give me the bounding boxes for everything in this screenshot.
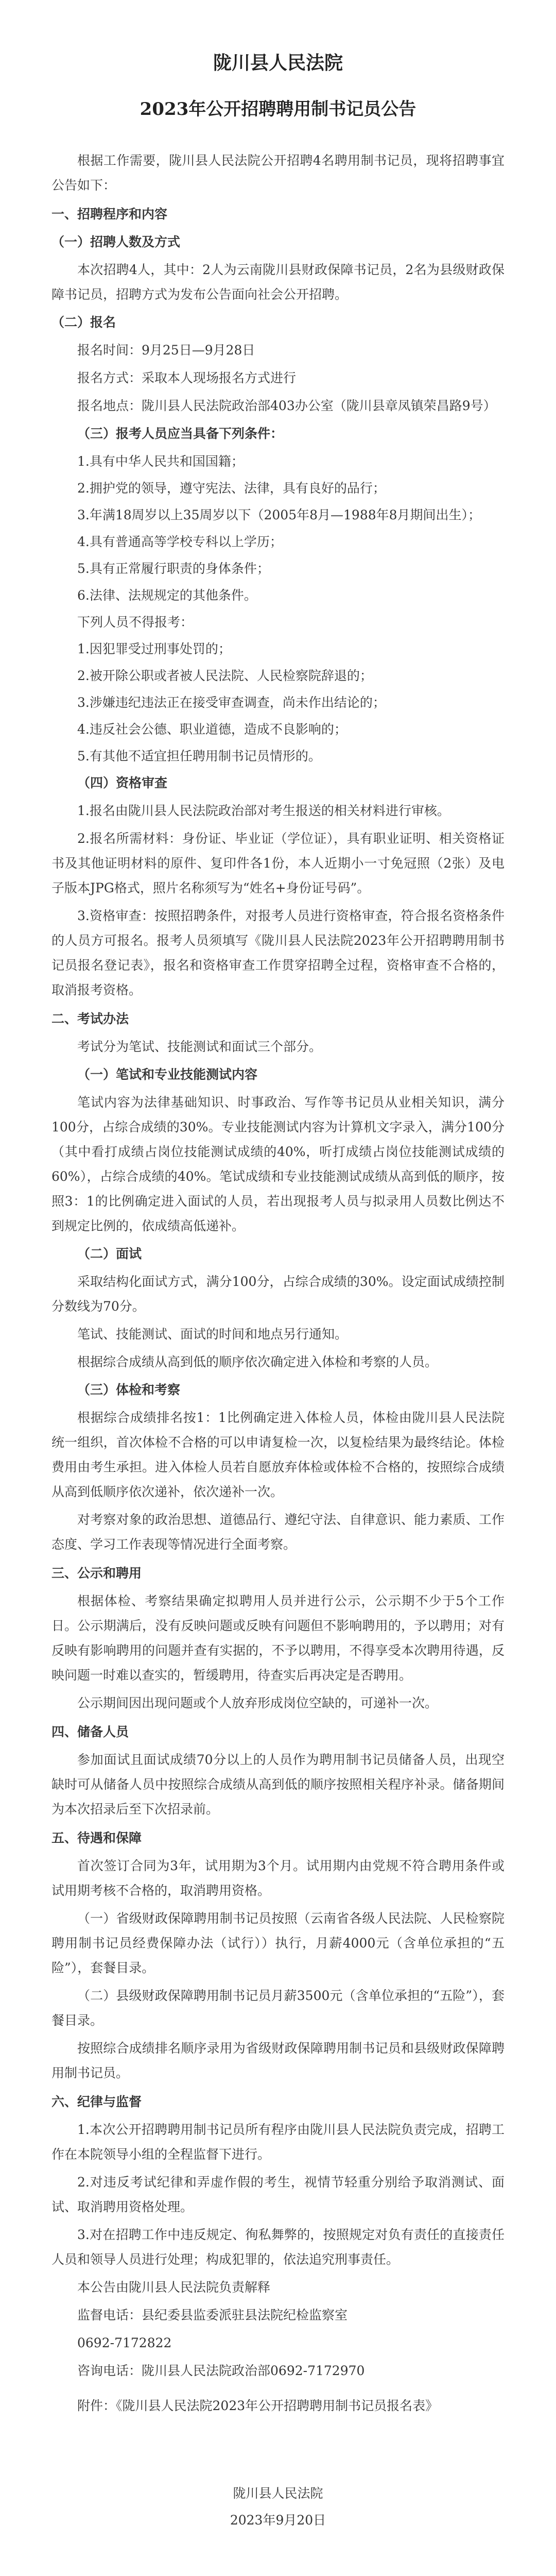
supervision-phone-label: 监督电话：县纪委县监委派驻县法院纪检监察室 [77, 2308, 348, 2323]
review-paragraph: 1.报名由陇川县人民法院政治部对考生报送的相关材料进行审核。 [77, 803, 450, 818]
condition-item: 2.拥护党的领导，遵守宪法、法律，具有良好的品行； [77, 481, 386, 496]
interpretation-note: 本公告由陇川县人民法院负责解释 [77, 2280, 271, 2295]
salary-paragraph: 首次签订合同为3年，试用期为3个月。试用期内由党规不符合聘用条件或试用期考核不合格的，取消聘用资格。 [51, 1858, 505, 1898]
section-2-heading: 二、考试办法 [51, 1011, 129, 1026]
section-5-heading: 五、待遇和保障 [51, 1831, 142, 1845]
interview-paragraph: 根据综合成绩从高到低的顺序依次确定进入体检和考察的人员。 [77, 1354, 438, 1369]
publicity-paragraph: 根据体检、考察结果确定拟聘用人员并进行公示，公示期不少于5个工作日。公示期满后，没有反映问题或反映有问题但不影响聘用的，予以聘用；对有反映有影响聘用的问题并查有实据的，不予以聘用，不得享受本次聘用待遇，反映问题一时难以查实的，暂缓聘用，待查实后再决定是否聘用。 [51, 1594, 505, 1683]
intro-paragraph: 根据工作需要，陇川县人民法院公开招聘4名聘用制书记员，现将招聘事宜公告如下： [51, 153, 505, 193]
signup-time: 报名时间：9月25日—9月28日 [77, 343, 255, 358]
discipline-paragraph: 3.对在招聘工作中违反规定、徇私舞弊的，按照规定对负有责任的直接责任人员和领导人员进行处理；构成犯罪的，依法追究刑事责任。 [51, 2227, 505, 2267]
interview-paragraph: 采取结构化面试方式，满分100分，占综合成绩的30%。设定面试成绩控制分数线为70分。 [51, 1274, 505, 1314]
salary-paragraph: 按照综合成绩排名顺序录用为省级财政保障聘用制书记员和县级财政保障聘用制书记员。 [51, 2041, 505, 2080]
consultation-phone: 咨询电话：陇川县人民法院政治部0692-7172970 [77, 2363, 365, 2378]
signup-method: 报名方式：采取本人现场报名方式进行 [77, 370, 297, 385]
condition-item: 6.法律、法规规定的其他条件。 [77, 588, 257, 603]
condition-item: 4.具有普通高等学校专科以上学历； [77, 534, 283, 549]
section-1-1-text: 本次招聘4人，其中：2人为云南陇川县财政保障书记员，2名为县级财政保障书记员，招聘方式为发布公告面向社会公开招聘。 [51, 262, 505, 302]
exam-intro: 考试分为笔试、技能测试和面试三个部分。 [77, 1039, 322, 1054]
signature-block [51, 2480, 505, 2534]
salary-paragraph: （一）省级财政保障聘用制书记员按照（云南省各级人民法院、人民检察院聘用制书记员经费保障办法（试行））执行，月薪4000元（含单位承担的“五险”），套餐目录。 [51, 1911, 505, 1975]
exclusion-item: 4.违反社会公德、职业道德，造成不良影响的； [77, 722, 347, 737]
publicity-paragraph: 公示期间因出现问题或个人放弃形成岗位空缺的，可递补一次。 [77, 1696, 438, 1710]
section-3-heading: 三、公示和聘用 [51, 1566, 142, 1581]
salary-paragraph: （二）县级财政保障聘用制书记员月薪3500元（含单位承担的“五险”），套餐目录。 [51, 1988, 505, 2028]
section-1-1-label: （一）招聘人数及方式 [51, 234, 181, 249]
attachment-link[interactable]: 附件：《陇川县人民法院2023年公开招聘聘用制书记员报名表》 [77, 2398, 439, 2413]
discipline-paragraph: 1.本次公开招聘聘用制书记员所有程序由陇川县人民法院负责完成，招聘工作在本院领导小组的全程监督下进行。 [51, 2122, 505, 2162]
exclusion-item: 5.有其他不适宜担任聘用制书记员情形的。 [77, 749, 321, 764]
court-title: 陇川县人民法院 [213, 52, 343, 74]
signature-org: 陇川县人民法院 [233, 2486, 323, 2501]
exclusion-title: 下列人员不得报考： [77, 615, 194, 630]
section-2-3-heading: （三）体检和考察 [77, 1382, 181, 1397]
section-1-2-label: （二）报名 [51, 315, 116, 330]
review-paragraph: 3.资格审查：按照招聘条件，对报考人员进行资格审查，符合报名资格条件的人员方可报名。报考人员须填写《陇川县人民法院2023年公开招聘聘用制书记员报名登记表》，报名和资格审查工作贯穿招聘全过程，资格审查不合格的，取消报考资格。 [51, 908, 505, 997]
medical-paragraph: 对考察对象的政治思想、道德品行、遵纪守法、自律意识、能力素质、工作态度、学习工作表现等情况进行全面考察。 [51, 1512, 505, 1552]
section-2-1-heading: （一）笔试和专业技能测试内容 [77, 1067, 258, 1082]
medical-paragraph: 根据综合成绩排名按1：1比例确定进入体检人员，体检由陇川县人民法院统一组织，首次体检不合格的可以申请复检一次，以复检结果为最终结论。体检费用由考生承担。进入体检人员若自愿放弃体检或体检不合格的，按照综合成绩从高到低顺序依次递补，依次递补一次。 [51, 1410, 505, 1499]
section-2-2-heading: （二）面试 [77, 1246, 142, 1261]
signup-place: 报名地点：陇川县人民法院政治部403办公室（陇川县章凤镇荣昌路9号） [77, 398, 496, 413]
written-test-text: 笔试内容为法律基础知识、时事政治、写作等书记员从业相关知识，满分100分，占综合成绩的30%。专业技能测试内容为计算机文字录入，满分100分（其中看打成绩占岗位技能测试成绩的40%，听打成绩占岗位技能测试成绩的60%），占综合成绩的40%。笔试成绩和专业技能测试成绩从高到低的顺序，按照3：1的比例确定进入面试的人员，若出现报考人员与拟录用人员数比例达不到规定比例的，依成绩高低递补。 [51, 1095, 505, 1233]
section-6-heading: 六、纪律与监督 [51, 2094, 142, 2109]
supervision-phone-number: 0692-7172822 [77, 2335, 172, 2350]
condition-item: 5.具有正常履行职责的身体条件； [77, 561, 270, 576]
section-1-2-heading [51, 310, 505, 335]
reserve-paragraph: 参加面试且面试成绩70分以上的人员作为聘用制书记员储备人员，出现空缺时可从储备人员中按照综合成绩从高到低的顺序按照相关程序补录。储备期间为本次招录后至下次招录前。 [51, 1752, 505, 1817]
exclusion-item: 1.因犯罪受过刑事处罚的； [77, 641, 231, 656]
condition-item: 3.年满18周岁以上35周岁以下（2005年8月—1988年8月期间出生）； [77, 507, 481, 522]
interview-paragraph: 笔试、技能测试、面试的时间和地点另行通知。 [77, 1327, 348, 1342]
exclusion-item: 2.被开除公职或者被人民法院、人民检察院辞退的； [77, 668, 373, 683]
section-1-3-heading: （三）报考人员应当具备下列条件： [77, 426, 284, 441]
announcement-title: 2023年公开招聘聘用制书记员公告 [140, 99, 416, 120]
section-1-4-heading: （四）资格审查 [77, 775, 168, 790]
review-paragraph: 2.报名所需材料：身份证、毕业证（学位证），具有职业证明、相关资格证书及其他证明材料的原件、复印件各1份，本人近期小一寸免冠照（2张）及电子版本JPG格式，照片名称须写为“姓名+身份证号码”。 [51, 831, 505, 895]
section-1-1-heading [51, 230, 505, 255]
signature-date: 2023年9月20日 [230, 2513, 326, 2528]
discipline-paragraph: 2.对违反考试纪律和弄虚作假的考生，视情节轻重分别给予取消测试、面试、取消聘用资格处理。 [51, 2175, 505, 2214]
condition-item: 1.具有中华人民共和国国籍； [77, 454, 244, 469]
section-4-heading: 四、储备人员 [51, 1724, 129, 1739]
exclusion-item: 3.涉嫌违纪违法正在接受审查调查，尚未作出结论的； [77, 695, 386, 710]
section-1-heading: 一、招聘程序和内容 [51, 207, 168, 222]
